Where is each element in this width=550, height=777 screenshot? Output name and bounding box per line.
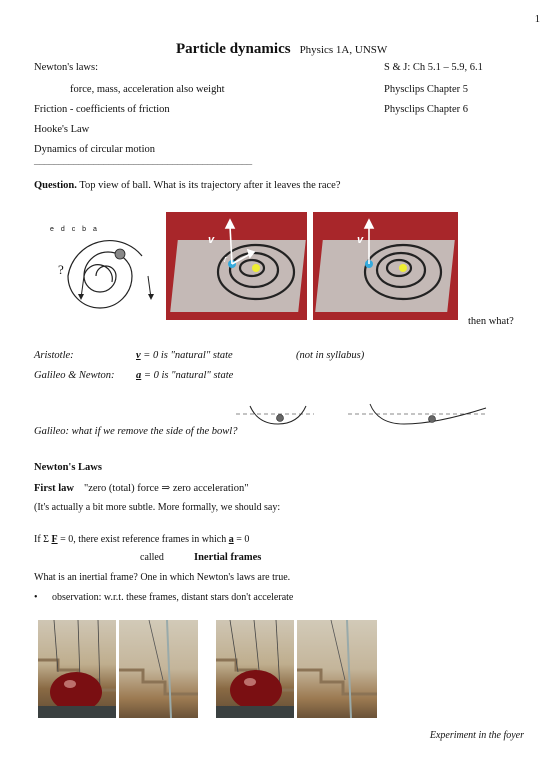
galileo-newton-statement	[136, 370, 233, 381]
accel-symbol: a	[228, 534, 234, 545]
spiral-track	[68, 241, 142, 308]
foyer-photo-2	[119, 620, 198, 718]
first-law-text: "zero (total) force ⇒ zero acceleration"	[83, 483, 249, 494]
question	[34, 180, 341, 191]
if-statement	[34, 534, 249, 545]
inertial-frames: Inertial frames	[194, 552, 262, 563]
question-label: Question.	[34, 180, 77, 191]
foyer-photo-3	[216, 620, 294, 718]
radius-label: r	[224, 254, 227, 264]
page-title	[176, 40, 387, 58]
label-b: b	[82, 226, 87, 233]
label-e: e	[50, 226, 54, 233]
title-text: Particle dynamics	[176, 41, 291, 57]
if-middle: = 0, there exist reference frames in which	[57, 534, 229, 545]
foyer-photo-1	[38, 620, 116, 718]
arrowhead-right	[148, 294, 154, 300]
ref-physclips-5: Physclips Chapter 5	[384, 84, 468, 95]
bowl-1-ball	[277, 415, 284, 422]
observation: observation: w.r.t. these frames, distant stars don't accelerate	[52, 592, 294, 603]
if-suffix: = 0	[233, 534, 250, 545]
aristotle-label: Aristotle:	[34, 350, 74, 361]
then-what: then what?	[468, 316, 514, 327]
spiral-labels	[50, 226, 97, 233]
bowling-ball-2	[230, 670, 282, 710]
ref-sj: S & J: Ch 5.1 – 5.9, 6.1	[384, 62, 483, 73]
spiral-inner	[84, 265, 112, 282]
subtle-note: (It's actually a bit more subtle. More formally, we should say:	[34, 502, 281, 513]
race-photo-1	[166, 212, 307, 320]
foyer-photo-4-overlay	[297, 620, 377, 718]
topic-newtons-laws: Newton's laws:	[34, 62, 99, 73]
topic-force-mass: force, mass, acceleration also weight	[70, 84, 225, 95]
galileo-eq: = 0 is "natural" state	[141, 370, 234, 381]
topic-circular-motion: Dynamics of circular motion	[34, 144, 156, 155]
called-text: called	[140, 552, 164, 563]
aristotle-eq: = 0 is "natural" state	[140, 350, 233, 361]
force-symbol: F	[51, 534, 58, 545]
galileo-var: a	[136, 370, 142, 381]
velocity-label-1: v	[208, 234, 215, 246]
yellow-marker	[252, 264, 260, 272]
page-number: 1	[534, 14, 540, 25]
label-d: d	[60, 226, 65, 233]
bullet: •	[34, 592, 38, 603]
aristotle-var: v	[136, 350, 141, 361]
not-in-syllabus: (not in syllabus)	[296, 350, 365, 361]
arrowhead-left	[78, 294, 84, 300]
race-photo-2-overlay	[313, 212, 458, 320]
yellow-marker-2	[399, 264, 407, 272]
label-c: c	[71, 226, 76, 233]
spiral-question-mark: ?	[58, 262, 64, 277]
first-law	[34, 482, 249, 494]
race-photo-1-overlay	[166, 212, 307, 320]
aristotle-statement	[136, 350, 233, 361]
question-text: Top view of ball. What is its trajectory after it leaves the race?	[79, 180, 341, 191]
ball-top-view	[115, 249, 125, 259]
if-prefix: If Σ	[34, 534, 52, 545]
ref-physclips-6: Physclips Chapter 6	[384, 104, 468, 115]
galileo-question: Galileo: what if we remove the side of the bowl?	[34, 426, 238, 437]
foyer-photo-4	[297, 620, 377, 718]
velocity-label-2: v	[357, 234, 364, 246]
separator-line: ____________________________________________	[34, 155, 252, 166]
foyer-photo-1-overlay	[38, 620, 116, 718]
label-a: a	[93, 226, 97, 233]
foyer-photo-3-overlay	[216, 620, 294, 718]
bowl-2-ball	[429, 416, 436, 423]
course-subtitle: Physics 1A, UNSW	[299, 44, 388, 56]
galileo-newton-label: Galileo & Newton:	[34, 370, 115, 381]
experiment-caption: Experiment in the foyer	[429, 730, 524, 741]
what-is-inertial: What is an inertial frame? One in which Newton's laws are true.	[34, 572, 291, 583]
foyer-photo-2-overlay	[119, 620, 198, 718]
newtons-laws-heading: Newton's Laws	[34, 462, 102, 473]
bowl-diagrams	[236, 398, 492, 426]
first-law-label: First law	[34, 483, 74, 494]
topic-friction: Friction - coefficients of friction	[34, 104, 170, 115]
race-photo-2	[313, 212, 458, 320]
topic-hookes-law: Hooke's Law	[34, 124, 90, 135]
